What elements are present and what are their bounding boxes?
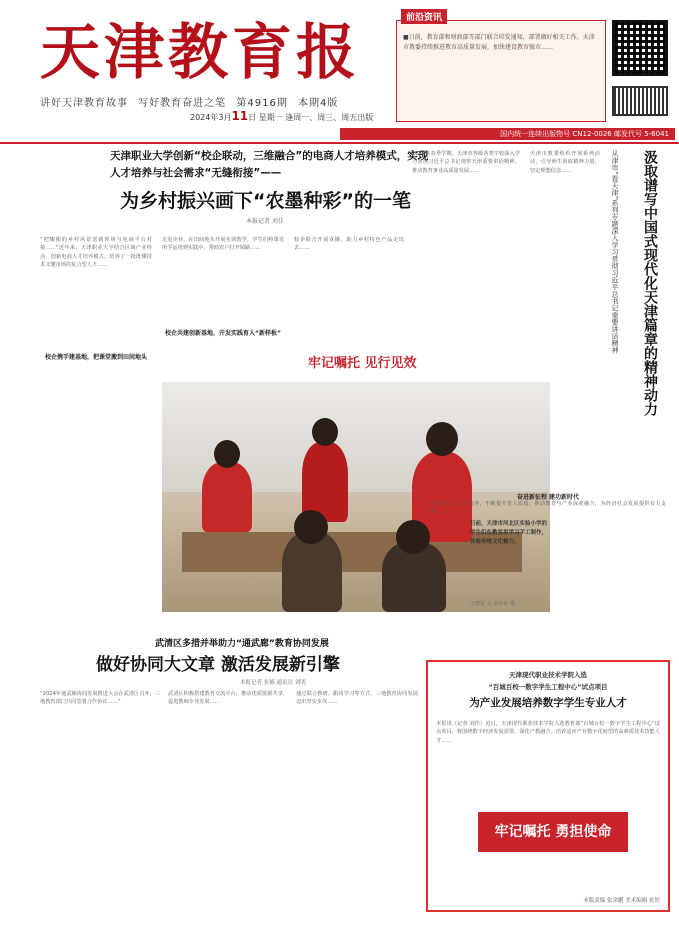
box-headline: 为产业发展培养数字学生专业人才 [469, 697, 627, 709]
masthead-title: 天津教育报 [40, 18, 360, 88]
date-day: 11 [231, 109, 249, 123]
photo-person [202, 462, 252, 532]
slogan-banner-text: 牢记嘱托 见行见效 [308, 356, 417, 371]
barcode-icon [612, 86, 668, 116]
lead-subtitle: 天津职业大学创新“校企联动，三维融合”的电商人才培养模式，实现人才培养与社会需求“无缝衔接”—— [110, 150, 429, 179]
photo-person-head [294, 510, 328, 544]
photo-person [282, 532, 342, 612]
lead-column-3: 校企联合开展直播，助力乡村特色产品走出去…… [294, 237, 404, 252]
right-lower-text: 学校要立足人才培养，不断提升育人质量，推动教育与产业深度融合，为经济社会发展提供有力支撑…… [430, 501, 666, 516]
lead-column-1: “把耀眼的乡村风景送到现场与电商平台对接……”近年来，天津职业大学结合区域产业特点，创新电商人才培养模式，培养了一批既懂技术又懂市场的复合型人才…… [40, 237, 152, 268]
right-column-text-1: 2024年春季学期，天津市各级各类学校深入学习贯彻习近平总书记视察天津重要讲话精神，推动教育事业高质量发展…… [412, 151, 520, 174]
article2-headline: 做好协同大文章 激活发展新引擎 [96, 655, 340, 675]
lead-section-heading-2: 校企共建创新基地，开发实践育人“新样板” [165, 330, 281, 337]
right-lower-heading: 奋进新征程 建功新时代 [516, 494, 580, 501]
lead-byline: 本报记者 刘佳 [246, 218, 284, 225]
date-suffix: 日 星期一 逢周一、周三、周五出版 [248, 113, 374, 122]
qr-code-icon [612, 20, 668, 76]
article2-column-3: 通过联合教研、跟岗学习等方式，三地教育协同发展迈出坚实步伐…… [296, 691, 418, 706]
photo-person-head [312, 418, 338, 446]
slogan-2: 写好教育奋进之笔 [138, 98, 227, 109]
photo-person-head [214, 440, 240, 468]
article2-byline: 本报记者 张楠 通讯员 刘明 [240, 680, 306, 686]
date-prefix: 2024年3月 [190, 113, 232, 122]
lead-section-heading-1: 校企携手建基地，把课堂搬到田间地头 [44, 354, 147, 361]
header-divider [0, 142, 679, 144]
news-brief-box [396, 13, 606, 122]
masthead-slogans [40, 94, 344, 109]
photo-caption: 日前，天津市河北区实验小学的学生们在教室里学习手工制作，体验传统文化魅力。 [470, 521, 548, 545]
page-count: 本期4版 [298, 98, 339, 109]
lead-headline: 为乡村振兴画下“农墨种彩”的一笔 [120, 190, 411, 212]
vertical-subtitle: 从津市“看天津”系列专题深入学习贯彻习近平总书记重要讲话精神 [611, 150, 619, 354]
photo-credit: 宁德军 文 刘乐依 摄 [470, 601, 515, 607]
article2-subtitle: 武清区多措并举助力“通武廊”教育协同发展 [155, 639, 329, 649]
editor-credits: 本版责编 张余鹏 美术编辑 张婷 [583, 898, 660, 904]
box-subtitle: “百城百校一数字学生工程中心”试点项目 [488, 683, 608, 691]
box-kicker: 天津现代职业技术学院入选 [509, 671, 587, 679]
article2-column-2: 武清区积极搭建教育交流平台，推动优质资源共享，促进教师专业发展…… [168, 691, 288, 706]
news-brief-header: 前沿资讯 [401, 9, 447, 24]
box-body: 本报讯（记者 刘佳）近日，天津现代职业技术学院入选教育部“百城百校一数字学生工程中心”试点项目，将围绕数字经济发展需要，深化产教融合，培养适应产业数字化转型的高素质技术技能人才…… [436, 721, 660, 744]
right-column-text-2: 天津市教委组织开展系列活动，引导师生汲取精神力量，坚定理想信念…… [530, 151, 600, 174]
issue-number: 第4916期 [236, 98, 288, 109]
article2-column-1: “2024年通武廊协同发展推进大会在武清区召开，三地教育部门共同签署合作协议……” [40, 691, 160, 706]
slogan-banner [308, 352, 417, 382]
news-brief-text: ■日前，教育部和财政部等部门联合印发通知，部署做好相关工作。天津市教委持续推进教育高质量发展，加快建设教育强市…… [403, 34, 595, 51]
highlight-box [426, 660, 670, 912]
dateline [190, 109, 373, 123]
lead-column-2: 走进企业，在田间地头开展实训教学，学生们将课堂所学运用到实践中，帮助农户打开销路…… [162, 237, 284, 252]
publication-number-bar: 国内统一连续出版物号 CN12-0026 邮发代号 5-6041 [340, 128, 675, 140]
vertical-headline: 汲取谱写中国式现代化天津篇章的精神动力 [642, 150, 658, 416]
slogan-1: 讲好天津教育故事 [40, 98, 128, 109]
bottom-slogan-banner: 牢记嘱托 勇担使命 [478, 812, 628, 852]
